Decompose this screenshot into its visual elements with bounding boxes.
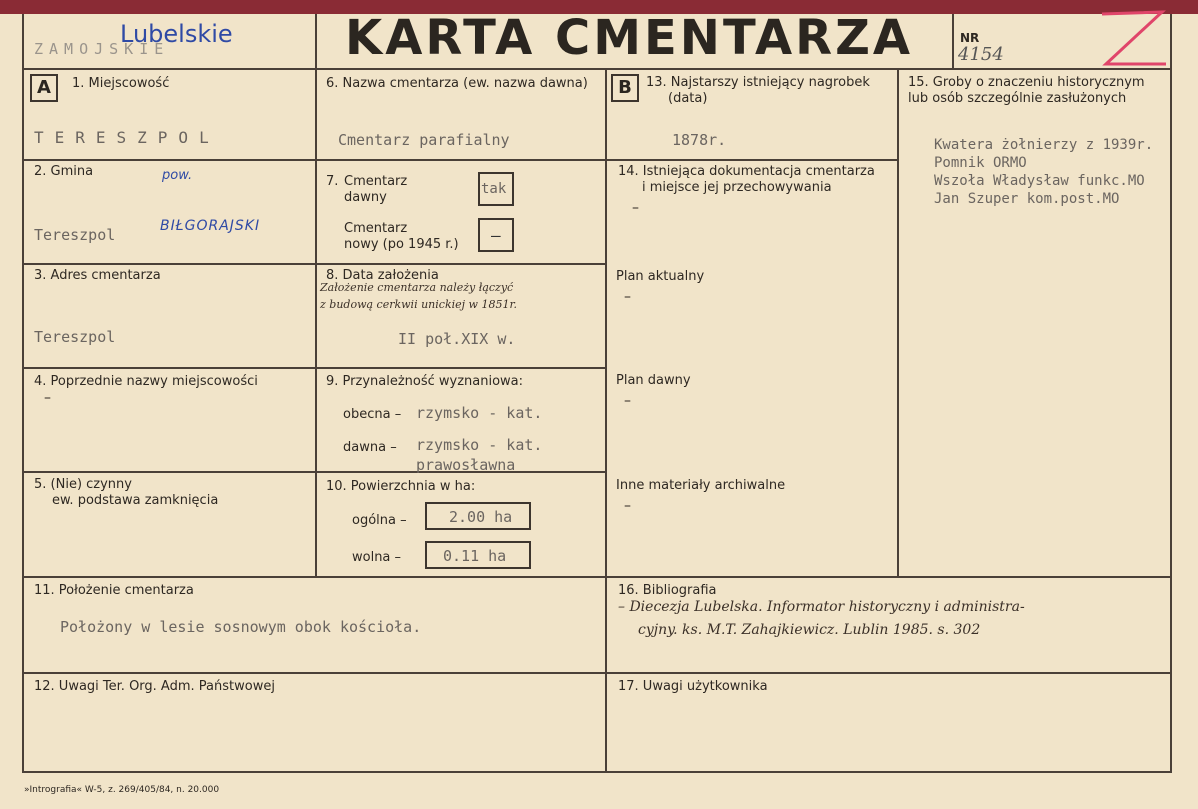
field-14-label: 14. Istniejąca dokumentacja cmentarza	[618, 164, 875, 179]
field-8-value: II poł.XIX w.	[398, 330, 516, 348]
rule	[22, 68, 1172, 70]
field-7-new-label-2: nowy (po 1945 r.)	[344, 237, 459, 252]
field-10-free-label: wolna –	[352, 550, 402, 565]
field-7-old-box	[478, 172, 514, 206]
card-title: KARTA CMENTARZA	[345, 10, 914, 66]
nr-label: NR	[960, 31, 980, 45]
field-1-label: 1. Miejscowość	[72, 76, 170, 91]
field-7-old-label-2: dawny	[344, 190, 387, 205]
field-7-old-value: tak	[481, 181, 507, 197]
nr-value: 4154	[958, 44, 1004, 65]
field-6-value: Cmentarz parafialny	[338, 131, 510, 149]
rule	[22, 576, 1172, 578]
field-7-old-label: Cmentarz	[344, 174, 408, 189]
field-16-handwriting-2: cyjny. ks. M.T. Zahajkiewicz. Lublin 1985. s. 302	[638, 622, 981, 638]
field-14-value: –	[632, 200, 639, 216]
rule	[605, 159, 898, 161]
field-2-label: 2. Gmina	[34, 164, 94, 179]
rule	[952, 14, 954, 70]
field-10-label: 10. Powierzchnia w ha:	[326, 479, 476, 494]
rule	[22, 14, 24, 773]
field-1-value: TERESZPOL	[34, 128, 220, 147]
field-9-label: 9. Przynależność wyznaniowa:	[326, 374, 524, 389]
section-b-badge: B	[611, 74, 639, 102]
section-a-badge: A	[30, 74, 58, 102]
field-16-label: 16. Bibliografia	[618, 583, 717, 598]
county-stamp: BIŁGORAJSKI	[160, 218, 261, 234]
plan-current-value: –	[624, 289, 631, 305]
field-10-total-box	[425, 502, 531, 530]
county-stamp-top: pow.	[162, 168, 193, 183]
field-7-label: 7.	[326, 174, 339, 189]
field-14-label-2: i miejsce jej przechowywania	[642, 180, 832, 195]
printer-imprint: »Intrografia« W-5, z. 269/405/84, n. 20.000	[24, 785, 220, 795]
field-8-handwriting-1: Założenie cmentarza należy łączyć	[320, 281, 514, 294]
field-9-current-value: rzymsko - kat.	[416, 404, 543, 422]
field-9-former-label: dawna –	[343, 440, 397, 455]
rule	[897, 68, 899, 577]
plan-current-label: Plan aktualny	[616, 269, 705, 284]
plan-old-label: Plan dawny	[616, 373, 691, 388]
plan-old-value: –	[624, 393, 631, 409]
field-10-total-value: 2.00 ha	[449, 508, 513, 526]
region-stamp: Lubelskie	[120, 20, 233, 48]
field-16-handwriting-1: – Diecezja Lubelska. Informator historyczny i administra-	[618, 599, 1025, 615]
field-8-label: 8. Data założenia	[326, 268, 439, 283]
rule	[22, 672, 1172, 674]
field-5-label: 5. (Nie) czynny	[34, 477, 132, 492]
field-3-value: Tereszpol	[34, 328, 116, 346]
field-15-line: Jan Szuper kom.post.MO	[934, 191, 1120, 207]
field-15-line: Wszoła Władysław funkc.MO	[934, 173, 1145, 189]
rule	[22, 771, 1172, 773]
field-15-label-2: lub osób szczególnie zasłużonych	[908, 91, 1127, 106]
field-6-label: 6. Nazwa cmentarza (ew. nazwa dawna)	[326, 76, 588, 91]
other-materials-value: –	[624, 498, 631, 514]
field-11-value: Położony w lesie sosnowym obok kościoła.	[60, 618, 422, 636]
field-13-label: 13. Najstarszy istniejący nagrobek	[646, 75, 870, 90]
field-7-new-label: Cmentarz	[344, 221, 408, 236]
rule	[1170, 14, 1172, 773]
field-12-label: 12. Uwagi Ter. Org. Adm. Państwowej	[34, 679, 275, 694]
typed-region: ZAMOJSKIE	[34, 40, 170, 58]
field-10-total-label: ogólna –	[352, 513, 407, 528]
field-11-label: 11. Położenie cmentarza	[34, 583, 194, 598]
field-7-new-value: –	[491, 226, 501, 245]
field-4-label: 4. Poprzednie nazwy miejscowości	[34, 374, 258, 389]
field-10-free-box	[425, 541, 531, 569]
field-10-free-value: 0.11 ha	[443, 547, 507, 565]
field-17-label: 17. Uwagi użytkownika	[618, 679, 768, 694]
other-materials-label: Inne materiały archiwalne	[616, 478, 786, 493]
rule	[315, 14, 317, 576]
field-4-value: –	[44, 390, 51, 406]
field-15-line: Pomnik ORMO	[934, 155, 1027, 171]
field-9-former-value: rzymsko - kat.	[416, 436, 543, 454]
field-13-label-2: (data)	[668, 91, 708, 106]
field-9-former-value-2: prawosławna	[416, 456, 516, 474]
field-3-label: 3. Adres cmentarza	[34, 268, 161, 283]
rule	[605, 68, 607, 773]
field-7-new-box	[478, 218, 514, 252]
field-9-current-label: obecna –	[343, 407, 402, 422]
red-z-mark	[1096, 6, 1168, 70]
field-15-line: Kwatera żołnierzy z 1939r.	[934, 137, 1154, 153]
field-8-handwriting-2: z budową cerkwii unickiej w 1851r.	[320, 298, 517, 311]
field-5-label-2: ew. podstawa zamknięcia	[52, 493, 219, 508]
field-2-value: Tereszpol	[34, 226, 116, 244]
field-15-label: 15. Groby o znaczeniu historycznym	[908, 75, 1145, 90]
field-13-value: 1878r.	[672, 131, 727, 149]
